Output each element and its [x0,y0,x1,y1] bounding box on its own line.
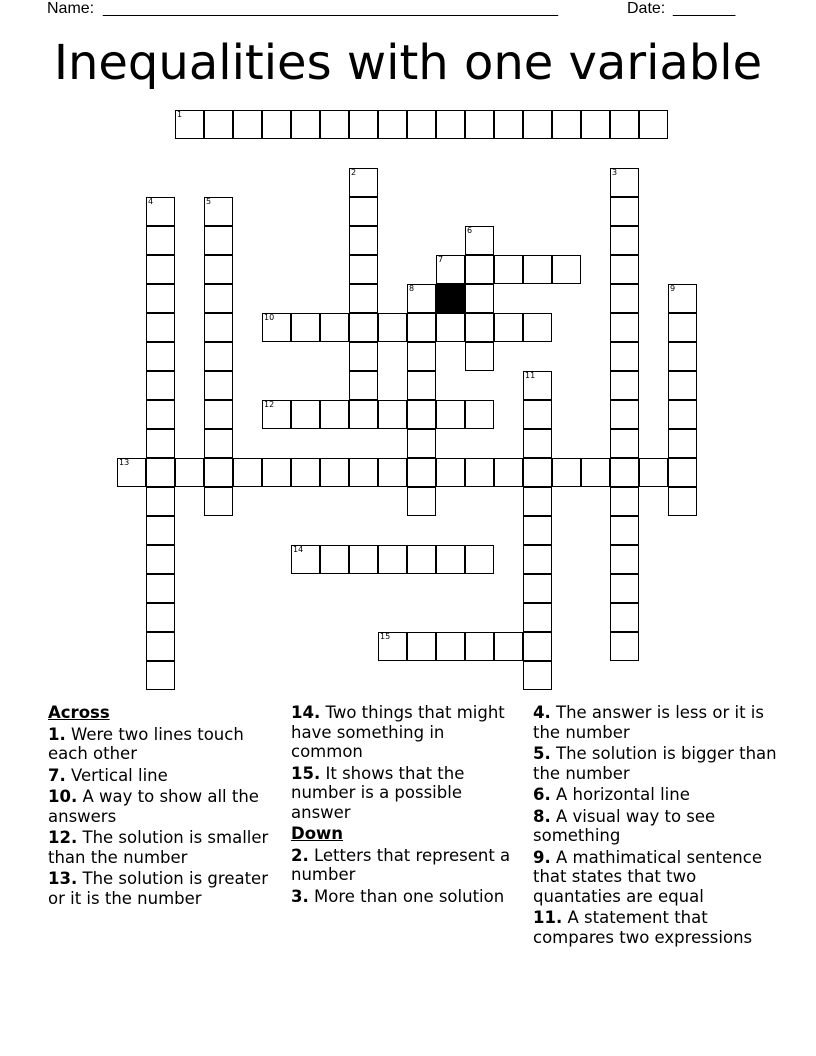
crossword-cell[interactable] [668,284,697,313]
clue-number: 15. [291,763,321,783]
clue-down-11 [533,908,778,947]
crossword-cell[interactable] [610,197,639,226]
crossword-cell[interactable] [378,632,407,661]
clue-text: Were two lines touch each other [48,724,244,763]
date-label: Date: [627,0,666,17]
crossword-cell[interactable] [204,429,233,458]
crossword-cell[interactable] [639,458,668,487]
clue-column-2 [291,703,519,908]
clue-text: It shows that the number is a possible answer [291,763,465,822]
crossword-cell[interactable] [349,545,378,574]
crossword-cell[interactable] [552,458,581,487]
clue-column-1 [48,703,274,910]
crossword-cell[interactable] [146,284,175,313]
clue-text: Letters that represent a number [291,845,511,884]
crossword-cell[interactable] [523,661,552,690]
down-heading: Down [291,824,344,843]
crossword-cell[interactable] [320,400,349,429]
crossword-cell[interactable] [581,458,610,487]
crossword-cell[interactable] [146,371,175,400]
crossword-cell[interactable] [146,545,175,574]
clue-number-label: 5 [206,197,212,206]
crossword-cell[interactable] [146,603,175,632]
clue-across-12 [48,828,274,867]
crossword-cell[interactable] [378,545,407,574]
clue-number: 13. [48,869,78,888]
clue-across-7 [48,766,274,786]
crossword-cell[interactable] [204,255,233,284]
clue-number-label: 12 [264,400,275,409]
crossword-cell[interactable] [291,458,320,487]
crossword-cell[interactable] [668,342,697,371]
clue-number-label: 6 [467,226,473,235]
crossword-cell[interactable] [436,458,465,487]
crossword-cell[interactable] [204,313,233,342]
crossword-cell[interactable] [349,226,378,255]
crossword-block-cell [436,284,465,313]
crossword-cell[interactable] [523,458,552,487]
clue-across-14 [291,703,519,762]
clue-text: Two things that might have something in common [291,703,505,761]
crossword-cell[interactable] [204,371,233,400]
crossword-cell[interactable] [146,574,175,603]
date-line[interactable]: _______ [673,0,736,17]
clue-number: 5. [533,744,551,763]
clue-text: More than one solution [314,886,505,906]
crossword-cell[interactable] [610,516,639,545]
clue-text: The solution is smaller than the number [48,828,269,867]
crossword-cell[interactable] [262,400,291,429]
clue-number: 10. [48,787,78,806]
crossword-cell[interactable] [146,516,175,545]
crossword-cell[interactable] [465,545,494,574]
crossword-cell[interactable] [494,632,523,661]
crossword-cell[interactable] [233,458,262,487]
crossword-cell[interactable] [610,458,639,487]
crossword-cell[interactable] [407,632,436,661]
crossword-cell[interactable] [146,458,175,487]
crossword-cell[interactable] [465,400,494,429]
crossword-cell[interactable] [349,371,378,400]
clue-across-10 [48,787,274,826]
crossword-cell[interactable] [523,371,552,400]
clue-number: 7. [48,765,66,785]
crossword-cell[interactable] [407,458,436,487]
crossword-cell[interactable] [378,110,407,139]
crossword-cell[interactable] [117,458,146,487]
clue-number-label: 15 [380,632,391,641]
crossword-cell[interactable] [320,545,349,574]
clue-number-label: 1 [177,110,183,119]
crossword-cell[interactable] [465,458,494,487]
crossword-cell[interactable] [610,110,639,139]
crossword-cell[interactable] [291,313,320,342]
crossword-cell[interactable] [320,458,349,487]
crossword-cell[interactable] [349,255,378,284]
clue-number: 12. [48,828,78,847]
crossword-cell[interactable] [204,458,233,487]
clue-text: The solution is greater or it is the number [48,869,268,908]
clue-text: A statement that compares two expressions [533,908,753,947]
clue-text: A way to show all the answers [48,787,259,826]
crossword-cell[interactable] [523,545,552,574]
crossword-cell[interactable] [204,197,233,226]
clue-across-1 [48,725,274,764]
crossword-cell[interactable] [610,632,639,661]
crossword-cell[interactable] [175,458,204,487]
clue-number-label: 13 [119,458,130,467]
clue-number-label: 2 [351,168,357,177]
crossword-cell[interactable] [639,110,668,139]
crossword-cell[interactable] [436,400,465,429]
clue-number: 2. [291,845,309,865]
crossword-cell[interactable] [523,313,552,342]
crossword-cell[interactable] [146,661,175,690]
clue-text: Vertical line [71,765,168,785]
clue-number-label: 9 [670,284,676,293]
crossword-cell[interactable] [494,255,523,284]
crossword-cell[interactable] [407,284,436,313]
crossword-cell[interactable] [349,110,378,139]
clue-down-3 [291,887,519,907]
crossword-cell[interactable] [523,603,552,632]
clue-number-label: 14 [293,545,304,554]
crossword-cell[interactable] [407,313,436,342]
crossword-cell[interactable] [436,545,465,574]
crossword-cell[interactable] [407,110,436,139]
crossword-cell[interactable] [320,313,349,342]
crossword-cell[interactable] [204,342,233,371]
crossword-cell[interactable] [146,632,175,661]
crossword-cell[interactable] [436,632,465,661]
crossword-cell[interactable] [349,313,378,342]
crossword-cell[interactable] [610,487,639,516]
crossword-cell[interactable] [146,313,175,342]
crossword-cell[interactable] [204,226,233,255]
crossword-cell[interactable] [465,632,494,661]
clue-number-label: 10 [264,313,275,322]
crossword-cell[interactable] [494,458,523,487]
crossword-cell[interactable] [233,110,262,139]
crossword-cell[interactable] [291,400,320,429]
clue-down-6 [533,785,778,805]
crossword-cell[interactable] [523,516,552,545]
crossword-cell[interactable] [523,255,552,284]
clue-down-2 [291,846,519,885]
crossword-cell[interactable] [407,429,436,458]
crossword-cell[interactable] [552,255,581,284]
crossword-cell[interactable] [610,371,639,400]
clue-number: 9. [533,847,551,867]
crossword-cell[interactable] [465,255,494,284]
clue-number-label: 7 [438,255,444,264]
crossword-cell[interactable] [407,400,436,429]
crossword-cell[interactable] [407,342,436,371]
clue-down-4 [533,703,778,742]
crossword-cell[interactable] [146,255,175,284]
clue-across-13 [48,869,274,908]
crossword-cell[interactable] [291,545,320,574]
crossword-cell[interactable] [668,313,697,342]
crossword-cell[interactable] [175,110,204,139]
crossword-cell[interactable] [436,255,465,284]
page-title: Inequalities with one variable [53,35,763,91]
clue-column-3 [533,703,778,949]
crossword-cell[interactable] [494,110,523,139]
crossword-cell[interactable] [378,313,407,342]
name-label: Name: [47,0,95,17]
clue-text: The solution is bigger than the number [533,744,777,783]
clue-text: A visual way to see something [533,806,716,845]
crossword-cell[interactable] [465,110,494,139]
crossword-cell[interactable] [523,400,552,429]
crossword-cell[interactable] [349,168,378,197]
crossword-cell[interactable] [407,487,436,516]
crossword-cell[interactable] [349,197,378,226]
crossword-cell[interactable] [204,400,233,429]
crossword-cell[interactable] [262,313,291,342]
crossword-cell[interactable] [291,110,320,139]
crossword-cell[interactable] [610,284,639,313]
across-heading: Across [48,703,110,722]
clue-across-15 [291,764,519,823]
clue-number-label: 4 [148,197,154,206]
crossword-cell[interactable] [349,400,378,429]
crossword-cell[interactable] [523,110,552,139]
crossword-cell[interactable] [262,110,291,139]
crossword-cell[interactable] [523,574,552,603]
crossword-cell[interactable] [262,458,291,487]
clue-text: A mathimatical sentence that states that two quantaties are equal [533,847,762,906]
clue-number: 14. [291,703,321,722]
name-line[interactable]: ____________________________________________________ [103,0,558,17]
crossword-cell[interactable] [610,545,639,574]
clue-number: 4. [533,703,551,722]
crossword-cell[interactable] [523,487,552,516]
clue-number: 6. [533,785,551,804]
crossword-cell[interactable] [494,313,523,342]
crossword-cell[interactable] [436,110,465,139]
clue-number: 1. [48,724,66,744]
clue-down-5 [533,744,778,783]
crossword-cell[interactable] [378,400,407,429]
crossword-cell[interactable] [146,226,175,255]
crossword-cell[interactable] [610,313,639,342]
crossword-cell[interactable] [465,342,494,371]
crossword-cell[interactable] [610,603,639,632]
crossword-cell[interactable] [146,400,175,429]
crossword-cell[interactable] [465,313,494,342]
crossword-cell[interactable] [349,342,378,371]
clue-down-8 [533,807,778,846]
crossword-cell[interactable] [146,429,175,458]
crossword-cell[interactable] [668,400,697,429]
crossword-cell[interactable] [668,458,697,487]
crossword-cell[interactable] [436,313,465,342]
crossword-cell[interactable] [407,545,436,574]
crossword-cell[interactable] [610,255,639,284]
clue-number: 3. [291,886,309,906]
crossword-cell[interactable] [349,284,378,313]
crossword-cell[interactable] [349,458,378,487]
crossword-cell[interactable] [610,342,639,371]
clue-number-label: 8 [409,284,415,293]
crossword-cell[interactable] [610,429,639,458]
crossword-cell[interactable] [610,168,639,197]
clue-down-9 [533,848,778,907]
clue-number-label: 3 [612,168,618,177]
crossword-cell[interactable] [523,632,552,661]
crossword-cell[interactable] [407,371,436,400]
crossword-cell[interactable] [523,429,552,458]
crossword-cell[interactable] [146,342,175,371]
crossword-cell[interactable] [610,400,639,429]
crossword-cell[interactable] [581,110,610,139]
crossword-cell[interactable] [204,487,233,516]
crossword-cell[interactable] [465,284,494,313]
crossword-cell[interactable] [552,110,581,139]
crossword-cell[interactable] [204,110,233,139]
crossword-cell[interactable] [146,487,175,516]
crossword-cell[interactable] [610,574,639,603]
crossword-cell[interactable] [320,110,349,139]
crossword-cell[interactable] [668,371,697,400]
crossword-cell[interactable] [204,284,233,313]
crossword-cell[interactable] [668,487,697,516]
clue-number: 11. [533,908,563,927]
crossword-cell[interactable] [610,226,639,255]
clue-number-label: 11 [525,371,536,380]
clue-number: 8. [533,806,551,826]
clue-text: A horizontal line [556,785,690,804]
crossword-cell[interactable] [465,226,494,255]
crossword-cell[interactable] [668,429,697,458]
crossword-cell[interactable] [146,197,175,226]
crossword-cell[interactable] [378,458,407,487]
name-date-header [47,0,747,22]
clue-text: The answer is less or it is the number [533,703,764,742]
